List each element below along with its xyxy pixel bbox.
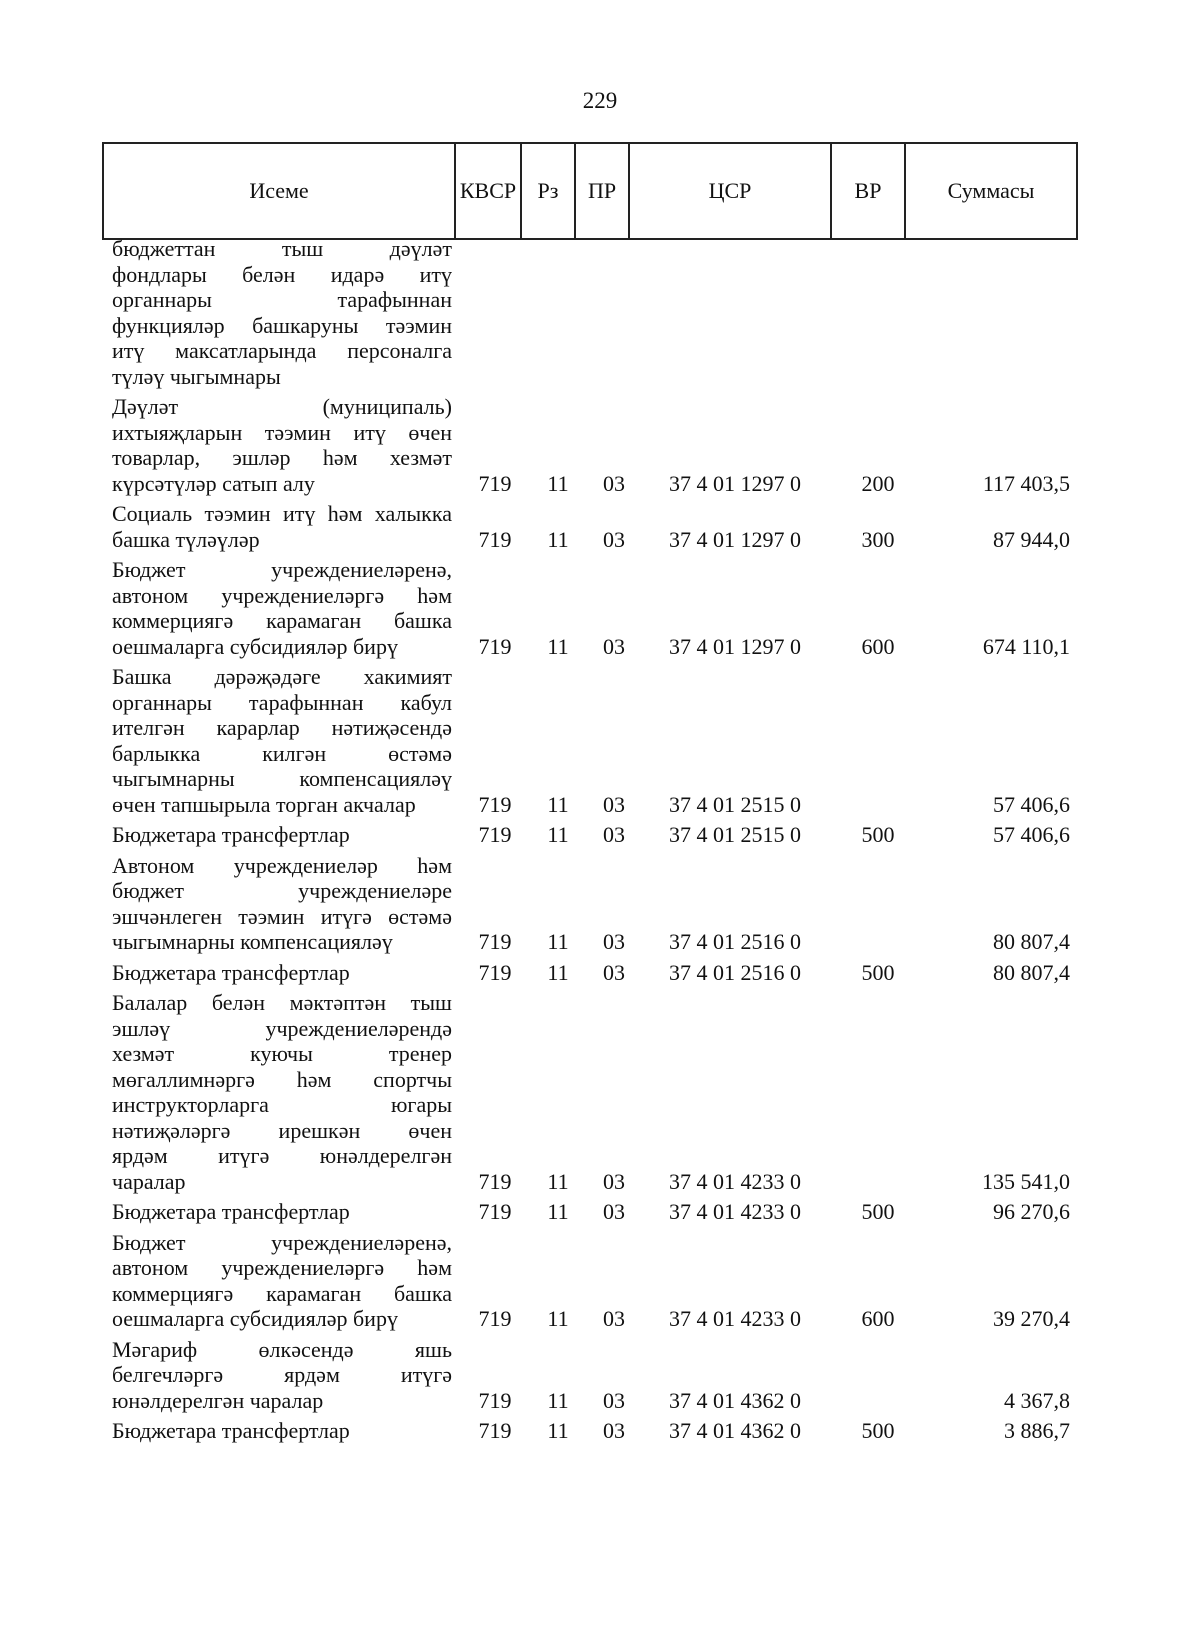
row-name <box>112 960 452 986</box>
row-name-line: Бюджетара трансфертлар <box>112 822 350 847</box>
cell-vr: 500 <box>861 959 895 985</box>
cell-rz: 11 <box>547 791 569 817</box>
header-kvsr: КВСР <box>455 143 521 239</box>
cell-rz: 11 <box>547 1168 569 1194</box>
row-name-line: Бюджет учреждениеләренә, <box>112 1229 452 1255</box>
row-name <box>112 853 452 955</box>
row-name-line: Бюджетара трансфертлар <box>112 1199 350 1224</box>
row-name-line: ихтыяҗларын тәэмин итү өчен <box>112 419 452 445</box>
table-row <box>0 822 1200 848</box>
table-row <box>0 1418 1200 1444</box>
row-name <box>112 990 452 1194</box>
cell-kvsr: 719 <box>478 470 512 496</box>
cell-rz: 11 <box>547 1387 569 1413</box>
row-name-line: ярдәм итүгә юнәлдерелгән <box>112 1143 452 1168</box>
row-name-line: чыгымнарны компенсацияләү <box>112 766 452 791</box>
table-row <box>0 990 1200 1194</box>
cell-rz: 11 <box>547 1199 569 1224</box>
cell-csr: 37 4 01 4233 0 <box>669 1168 801 1194</box>
cell-sum: 80 807,4 <box>993 959 1070 985</box>
cell-kvsr: 719 <box>478 791 512 817</box>
cell-pr: 03 <box>603 633 625 659</box>
cell-csr: 37 4 01 4233 0 <box>669 1199 801 1224</box>
row-name-line: Автоном учреждениеләр һәм <box>112 852 452 878</box>
cell-sum: 135 541,0 <box>982 1168 1070 1194</box>
header-name: Исеме <box>103 143 455 239</box>
row-name-line: эшләү учреждениеләрендә <box>112 1015 452 1041</box>
cell-rz: 11 <box>547 822 569 847</box>
row-name-line: Башка дәрәҗәдәге хакимият <box>112 664 452 689</box>
row-name-line: Социаль тәэмин итү һәм халыкка <box>112 501 452 526</box>
cell-sum: 80 807,4 <box>993 929 1070 954</box>
cell-kvsr: 719 <box>478 822 512 847</box>
page-number: 229 <box>582 88 618 113</box>
cell-pr: 03 <box>603 959 625 985</box>
cell-pr: 03 <box>603 1387 625 1413</box>
row-name-line: Балалар белән мәктәптән тыш <box>112 990 452 1015</box>
row-name-line: коммерциягә карамаган башка <box>112 1280 452 1306</box>
cell-vr: 600 <box>861 633 895 659</box>
cell-pr: 03 <box>603 526 625 552</box>
table-row <box>0 501 1200 552</box>
cell-csr: 37 4 01 2515 0 <box>669 791 801 817</box>
row-name-line: Мәгариф өлкәсендә яшь <box>112 1336 452 1362</box>
row-name <box>112 394 452 496</box>
cell-sum: 4 367,8 <box>1004 1387 1070 1413</box>
row-name-line: башка түләүләр <box>112 526 260 552</box>
row-name <box>112 557 452 659</box>
cell-pr: 03 <box>603 470 625 496</box>
row-name-line: мөгаллимнәргә һәм спортчы <box>112 1066 452 1092</box>
row-name-line: инструкторларга югары <box>112 1092 452 1117</box>
cell-kvsr: 719 <box>478 526 512 552</box>
table-row <box>0 664 1200 817</box>
header-rz: Рз <box>521 143 575 239</box>
table-row <box>0 394 1200 496</box>
header-csr: ЦСР <box>629 143 831 239</box>
row-name <box>112 501 452 552</box>
row-name-line: автоном учреждениеләргә һәм <box>112 582 452 608</box>
row-name <box>112 1418 452 1444</box>
row-name <box>112 1199 452 1225</box>
header-pr: ПР <box>575 143 629 239</box>
cell-vr: 300 <box>861 526 895 552</box>
row-name <box>112 1337 452 1414</box>
cell-csr: 37 4 01 1297 0 <box>669 526 801 552</box>
cell-vr: 500 <box>861 1418 895 1443</box>
row-name-line: Дәүләт (муниципаль) <box>112 394 452 419</box>
header-sum: Суммасы <box>905 143 1077 239</box>
cell-pr: 03 <box>603 1199 625 1224</box>
table-row <box>0 1230 1200 1332</box>
row-name-line: коммерциягә карамаган башка <box>112 608 452 633</box>
table-row <box>0 1199 1200 1225</box>
row-name-line: өчен тапшырыла торган акчалар <box>112 791 416 817</box>
cell-sum: 3 886,7 <box>1004 1418 1070 1443</box>
row-name-line: хезмәт куючы тренер <box>112 1041 452 1066</box>
row-name-line: нәтиҗәләргә ирешкән өчен <box>112 1117 452 1143</box>
row-name-line: товарлар, эшләр һәм хезмәт <box>112 445 452 470</box>
cell-csr: 37 4 01 1297 0 <box>669 470 801 496</box>
cell-sum: 674 110,1 <box>982 633 1070 659</box>
cell-kvsr: 719 <box>478 1306 512 1331</box>
table-header <box>102 142 1078 240</box>
row-name-line: ителгән карарлар нәтиҗәсендә <box>112 715 452 740</box>
row-name-line: юнәлдерелгән чаралар <box>112 1387 324 1413</box>
cell-pr: 03 <box>603 822 625 847</box>
cell-kvsr: 719 <box>478 1199 512 1224</box>
row-name-line: фондлары белән идарә итү <box>112 261 452 287</box>
cell-csr: 37 4 01 2516 0 <box>669 929 801 954</box>
cell-csr: 37 4 01 4362 0 <box>669 1387 801 1413</box>
cell-vr: 500 <box>861 822 895 847</box>
cell-kvsr: 719 <box>478 929 512 954</box>
row-name-line: Бюджетара трансфертлар <box>112 959 350 985</box>
cell-kvsr: 719 <box>478 959 512 985</box>
row-name-line: барлыкка килгән өстәмә <box>112 740 452 766</box>
row-name-line: оешмаларга субсидияләр бирү <box>112 633 398 659</box>
cell-vr: 600 <box>861 1306 895 1331</box>
row-name <box>112 236 452 389</box>
cell-kvsr: 719 <box>478 1387 512 1413</box>
row-name-line: органнары тарафыннан <box>112 287 452 312</box>
row-name-line: белгечләргә ярдәм итүгә <box>112 1362 452 1387</box>
cell-sum: 57 406,6 <box>993 791 1070 817</box>
cell-sum: 39 270,4 <box>993 1306 1070 1331</box>
cell-rz: 11 <box>547 929 569 954</box>
cell-csr: 37 4 01 4362 0 <box>669 1418 801 1443</box>
cell-sum: 96 270,6 <box>993 1199 1070 1224</box>
cell-pr: 03 <box>603 1418 625 1443</box>
row-name-line: Бюджетара трансфертлар <box>112 1418 350 1443</box>
cell-pr: 03 <box>603 791 625 817</box>
row-name-line: бюджет учреждениеләре <box>112 878 452 903</box>
cell-pr: 03 <box>603 929 625 954</box>
table-row <box>0 960 1200 986</box>
cell-kvsr: 719 <box>478 633 512 659</box>
cell-kvsr: 719 <box>478 1168 512 1194</box>
table-row <box>0 236 1200 389</box>
cell-vr: 500 <box>861 1199 895 1224</box>
row-name <box>112 664 452 817</box>
cell-csr: 37 4 01 4233 0 <box>669 1306 801 1331</box>
row-name-line: Бюджет учреждениеләренә, <box>112 557 452 582</box>
row-name-line: органнары тарафыннан кабул <box>112 689 452 715</box>
header-vr: ВР <box>831 143 905 239</box>
row-name-line: түләү чыгымнары <box>112 363 281 389</box>
cell-pr: 03 <box>603 1306 625 1331</box>
table-row <box>0 1337 1200 1414</box>
row-name-line: бюджеттан тыш дәүләт <box>112 236 452 261</box>
cell-sum: 57 406,6 <box>993 822 1070 847</box>
cell-csr: 37 4 01 2516 0 <box>669 959 801 985</box>
row-name-line: чаралар <box>112 1168 186 1194</box>
table-row <box>0 853 1200 955</box>
row-name-line: чыгымнарны компенсацияләү <box>112 929 393 954</box>
cell-rz: 11 <box>547 633 569 659</box>
row-name <box>112 822 452 848</box>
row-name-line: функцияләр башкаруны тәэмин <box>112 312 452 338</box>
cell-rz: 11 <box>547 1306 569 1331</box>
cell-rz: 11 <box>547 470 569 496</box>
cell-sum: 117 403,5 <box>982 470 1070 496</box>
row-name-line: оешмаларга субсидияләр бирү <box>112 1306 398 1331</box>
row-name-line: күрсәтүләр сатып алу <box>112 470 315 496</box>
cell-csr: 37 4 01 2515 0 <box>669 822 801 847</box>
cell-rz: 11 <box>547 526 569 552</box>
cell-rz: 11 <box>547 1418 569 1443</box>
cell-rz: 11 <box>547 959 569 985</box>
cell-vr: 200 <box>861 470 895 496</box>
cell-csr: 37 4 01 1297 0 <box>669 633 801 659</box>
table-row <box>0 557 1200 659</box>
cell-sum: 87 944,0 <box>993 526 1070 552</box>
cell-pr: 03 <box>603 1168 625 1194</box>
row-name-line: эшчәнлеген тәэмин итүгә өстәмә <box>112 903 452 929</box>
row-name-line: автоном учреждениеләргә һәм <box>112 1255 452 1280</box>
row-name-line: итү максатларында персоналга <box>112 338 452 363</box>
row-name <box>112 1230 452 1332</box>
cell-kvsr: 719 <box>478 1418 512 1443</box>
